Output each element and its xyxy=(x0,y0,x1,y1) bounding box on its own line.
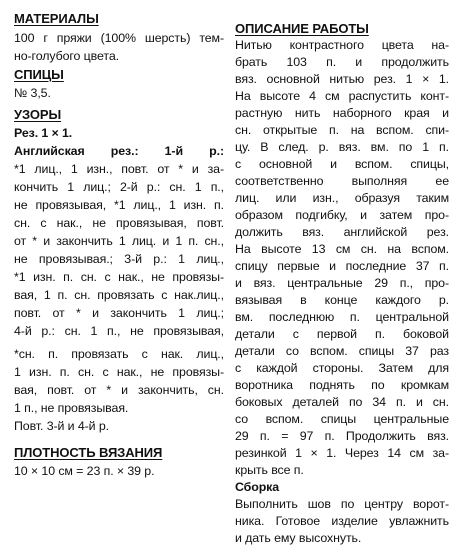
description-line: детали со вспом. спицы 37 раз xyxy=(235,344,449,358)
description-line: На высоте 13 см сн. на вспом. xyxy=(235,242,449,256)
english-rib-line: повт. от * и закончить 1 лиц.; xyxy=(14,306,224,320)
assembly-line: ника. Готовое изделие увлажнить xyxy=(235,514,449,528)
english-rib-line: *1 лиц., 1 изн., повт. от * и за- xyxy=(14,162,224,176)
materials-line: 100 г пряжи (100% шерсть) тем- xyxy=(14,31,224,45)
english-rib-line: не провязывая, *1 лиц., 1 изн. п. xyxy=(14,198,224,212)
english-rib-line: Английская рез.: 1-й р.: xyxy=(14,144,224,158)
description-line: 29 п. = 97 п. Продолжить вяз. xyxy=(235,429,449,443)
materials-line: но-голубого цвета. xyxy=(14,49,119,63)
english-rib-line: 1 изн. п. сн. с нак., не провязы- xyxy=(14,365,224,379)
description-line: вязывая в конце каждого р. xyxy=(235,293,449,307)
description-heading: ОПИСАНИЕ РАБОТЫ xyxy=(235,21,369,36)
materials-heading: МАТЕРИАЛЫ xyxy=(14,11,99,26)
patterns-heading: УЗОРЫ xyxy=(14,107,62,122)
assembly-line: Выполнить шов по центру ворот- xyxy=(235,497,449,511)
description-line: соответственно выполняя ее xyxy=(235,174,449,188)
english-rib-line: вая, 1 п. сн. провязать с нак.лиц., xyxy=(14,288,224,302)
english-rib-line: не провязывая.; 3-й р.: 1 лиц., xyxy=(14,252,224,266)
english-rib-line: *сн. п. провязать с нак. лиц., xyxy=(14,347,224,361)
description-line: должить вяз. английской рез. xyxy=(235,225,449,239)
density-value: 10 × 10 см = 23 п. × 39 р. xyxy=(14,464,155,478)
english-rib-line: от * и закончить 1 лиц. и 1 п. сн., xyxy=(14,234,224,248)
english-rib-line: сн. с нак., не провязывая, повт. xyxy=(14,216,224,230)
assembly-line: и дать ему высохнуть. xyxy=(235,531,362,545)
description-line: боковых деталей по 34 п. и сн. xyxy=(235,395,449,409)
english-rib-line: Повт. 3-й и 4-й р. xyxy=(14,419,109,433)
description-line: растную нить наборного края и xyxy=(235,106,449,120)
description-line: цу. В след. р. вяз. вм. по 1 п. xyxy=(235,140,449,154)
description-line: вм. последнюю п. центральной xyxy=(235,310,449,324)
english-rib-line: 1 п., не провязывая. xyxy=(14,401,129,415)
rib-title: Рез. 1 × 1. xyxy=(14,126,73,140)
needles-heading: СПИЦЫ xyxy=(14,67,64,82)
description-line: крыть все п. xyxy=(235,463,304,477)
description-line: Нитью контрастного цвета на- xyxy=(235,38,449,52)
description-line: с основной и вспом. спицы, xyxy=(235,157,449,171)
description-line: сн. открытые п. на вспом. спи- xyxy=(235,123,449,137)
english-rib-line: *1 изн. п. сн. с нак., не провязы- xyxy=(14,270,224,284)
english-rib-line: вая, повт. от * и закончить, сн. xyxy=(14,383,224,397)
english-rib-line: кончить 1 лиц.; 2-й р.: сн. 1 п., xyxy=(14,180,224,194)
description-line: вяз. основной нитью рез. 1 × 1. xyxy=(235,72,449,86)
description-line: с каждой стороны. Затем для xyxy=(235,361,449,375)
description-line: со вспом. спицы центральные xyxy=(235,412,449,426)
english-rib-line: 4-й р.: сн. 1 п., не провязывая, xyxy=(14,324,224,338)
description-line: На высоте 4 см распустить конт- xyxy=(235,89,449,103)
description-line: спицу первые и последние 37 п. xyxy=(235,259,449,273)
density-heading: ПЛОТНОСТЬ ВЯЗАНИЯ xyxy=(14,445,163,460)
assembly-heading: Сборка xyxy=(235,480,280,494)
description-line: детали с первой п. боковой xyxy=(235,327,449,341)
description-line: лиц. или изн., образуя таким xyxy=(235,191,449,205)
description-line: резинкой 1 × 1. Через 14 см за- xyxy=(235,446,449,460)
description-line: образом подгибку, и затем про- xyxy=(235,208,449,222)
description-line: и вяз. центральные 29 п., про- xyxy=(235,276,449,290)
description-line: воротника поднять по кромкам xyxy=(235,378,449,392)
needles-value: № 3,5. xyxy=(14,86,51,100)
description-line: брать 103 п. и продолжить xyxy=(235,55,449,69)
